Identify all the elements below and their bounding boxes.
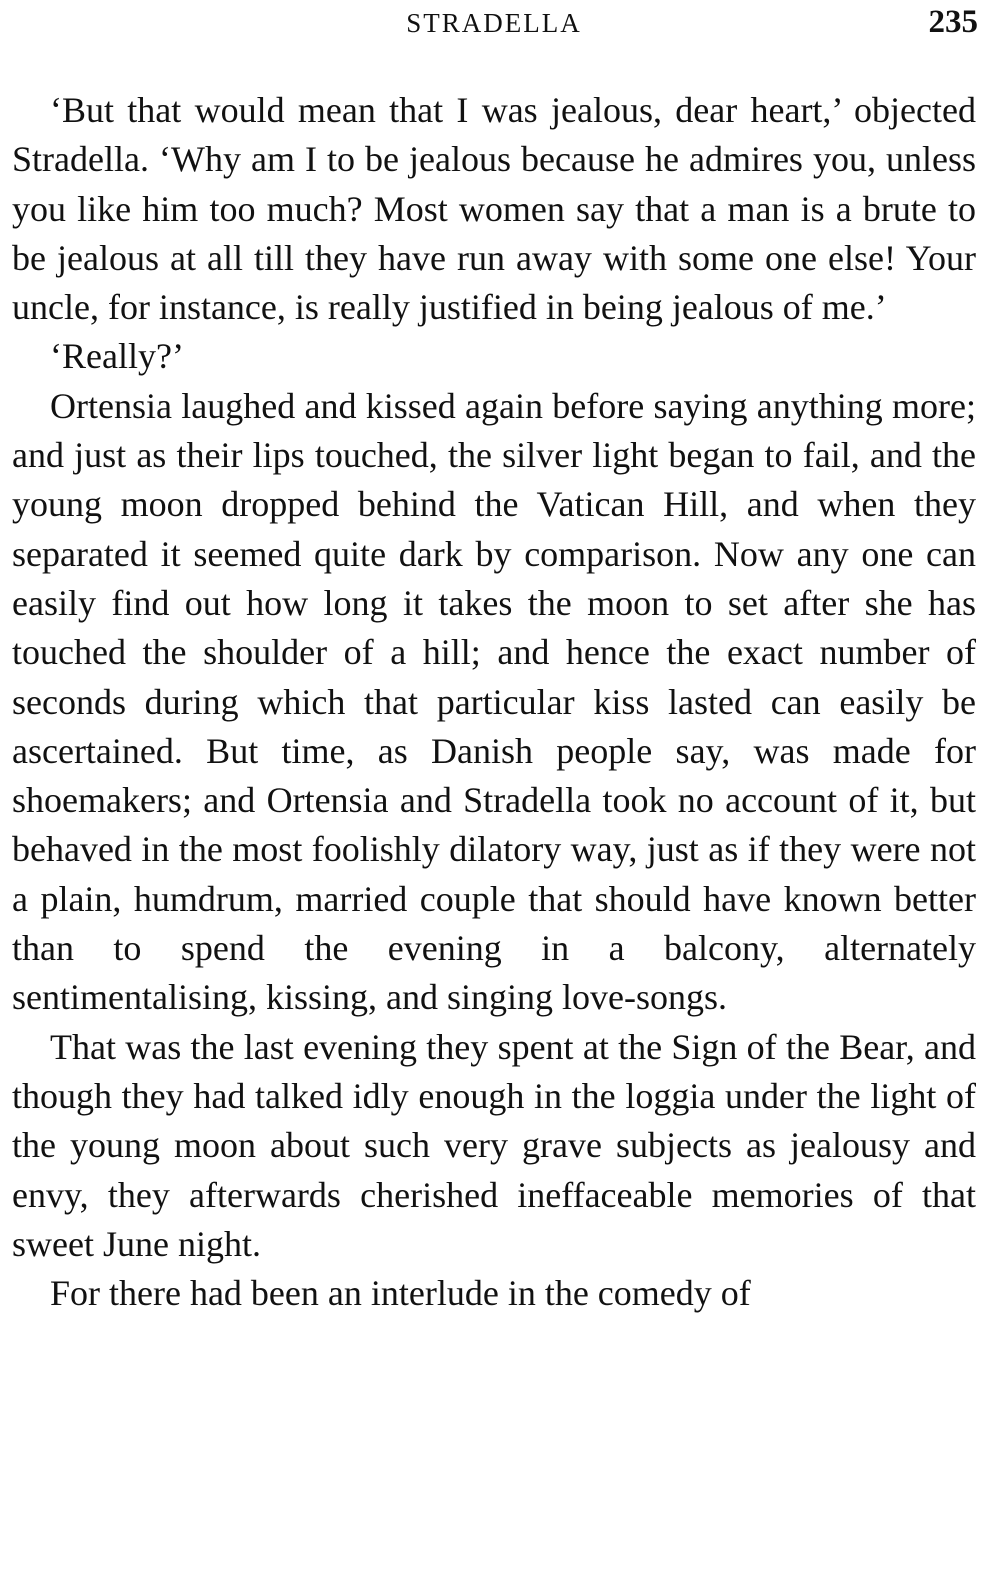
paragraph: Ortensia laughed and kissed again before saying anything more; and just as their lips touched, the silver light began to fail, and the young moon dropped behind the Vatican Hill, and when they separated it seemed quite dark by comparison. Now any one can easily find out how long it takes the moon to set after she has touched the shoulder of a hill; and hence the exact number of seconds during which that particular kiss lasted can easily be ascertained. But time, as Danish people say, was made for shoemakers; and Ortensia and Stradella took no account of it, but behaved in the most foolishly dilatory way, just as if they were not a plain, humdrum, married couple that should have known better than to spend the evening in a balcony, alternately sentimentalising, kissing, and singing love-songs.: [12, 385, 976, 1018]
page-header: [12, 0, 976, 50]
page-number: 235: [928, 4, 978, 40]
running-title: STRADELLA: [406, 8, 582, 38]
paragraph: ‘But that would mean that I was jealous, dear heart,’ objected Stradella. ‘Why am I to be jealous because he admires you, unless you like him too much? Most women say that a man is a brute to be jealous at all till they have run away with some one else! Your uncle, for instance, is really justified in being jealous of me.’: [12, 90, 976, 328]
book-page: [12, 0, 976, 1586]
paragraph: That was the last evening they spent at the Sign of the Bear, and though they had talked idly enough in the loggia under the light of the young moon about such very grave subjects as jealousy and envy, they afterwards cherished ineffaceable memories of that sweet June night.: [12, 1026, 976, 1264]
paragraph: For there had been an interlude in the comedy of: [50, 1273, 751, 1314]
paragraph: ‘Really?’: [50, 336, 184, 377]
body-text: [12, 86, 976, 1318]
